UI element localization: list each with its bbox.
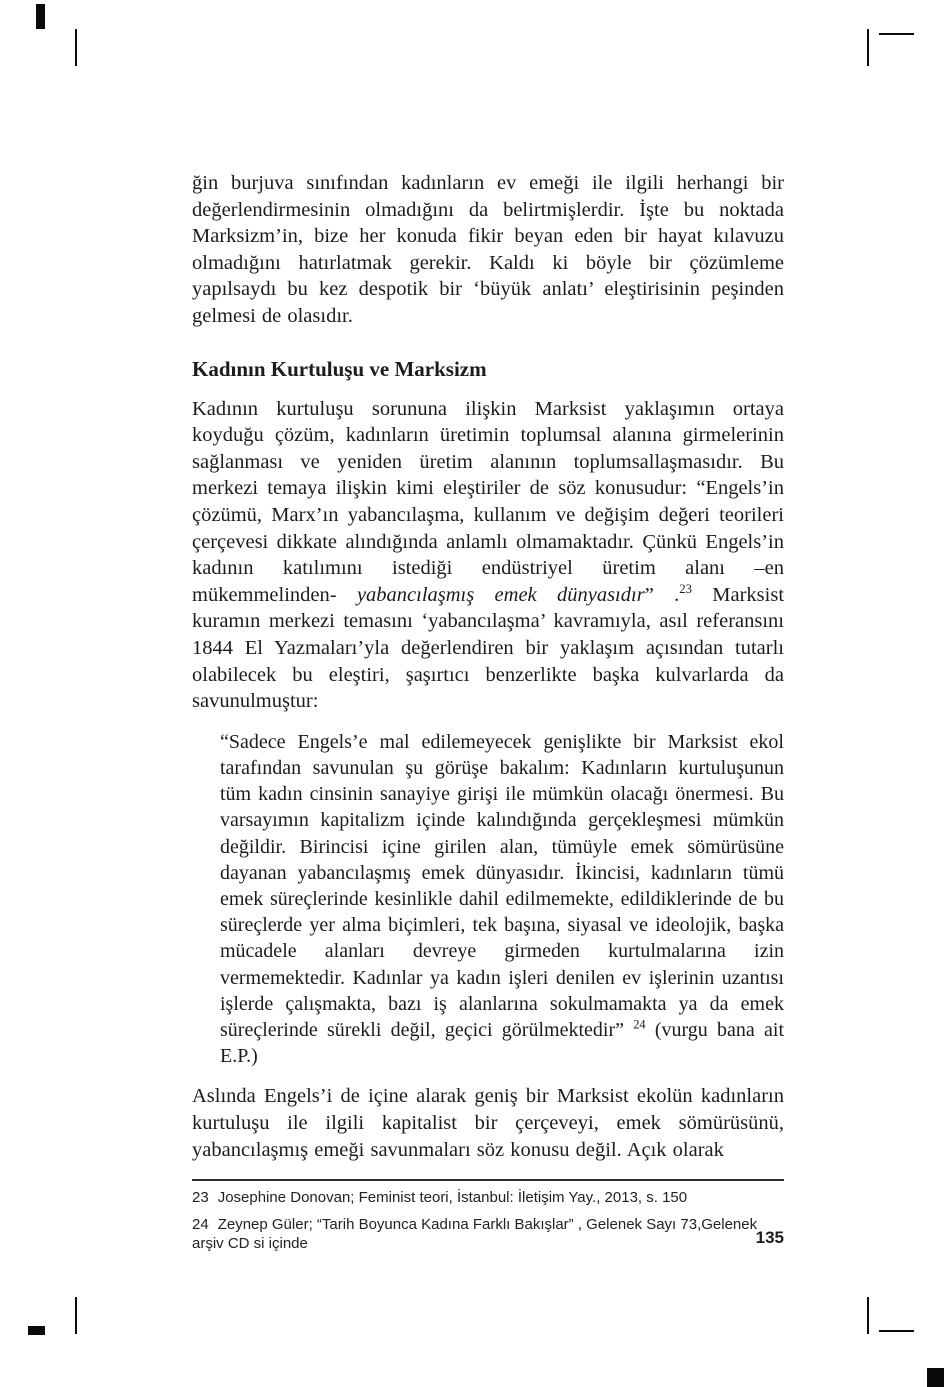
crop-mark-top-right xyxy=(867,29,869,66)
crop-mark-bottom-right-h xyxy=(879,1330,914,1332)
footnote-number: 24 xyxy=(192,1215,209,1233)
footnote-text: Zeynep Güler; “Tarih Boyunca Kadına Farklı Bakışlar” , Gelenek Sayı 73,Gelenek arşiv CD si içinde xyxy=(192,1215,758,1253)
block-quote xyxy=(220,729,784,1070)
footnote-separator xyxy=(192,1179,784,1181)
paragraph-text: Kadının kurtuluşu sorununa ilişkin Marksist yaklaşımın ortaya koyduğu çözüm, kadınların üretimin toplumsal alanına girmelerinin sağlanması ve yeniden üretim alanının toplumsallaşmasıdır. Bu merkezi temaya ilişkin kimi eleştiriler de söz konusudur: “Engels’in çözümü, Marx’ın yabancılaşma, kullanım ve değişim değeri teorileri çerçevesi dikkate alındığında anlamlı olmamaktadır. Çünkü Engels’in kadının katılımını istediği endüstriyel üretim alanı –en mükemmelinden- xyxy=(192,397,784,606)
crop-mark-bottom-right-bar xyxy=(927,1368,944,1387)
paragraph-text: Marksist kuramın merkezi temasını ‘yabancılaşma’ kavramıyla, asıl referansını 1844 El Yazmaları’yla değerlendiren bir yaklaşım açısından tutarlı olabilecek bu eleştiri, şaşırtıcı benzerlikte başka kulvarlarda da savunulmuştur: xyxy=(192,583,785,713)
paragraph: Aslında Engels’i de içine alarak geniş bir Marksist ekolün kadınların kurtuluşu ile ilgili kapitalist bir çerçeveyi, emek sömürüsünü, yabancılaşmış emeği savunmaları söz konusu değil. Açık olarak xyxy=(192,1085,784,1161)
paragraph-text: ” . xyxy=(644,583,680,606)
text-column xyxy=(192,170,784,1261)
paragraph-continued: ğin burjuva sınıfından kadınların ev emeği ile ilgili herhangi bir değerlendirmesinin olmadığını da belirtmişlerdir. İşte bu noktada Marksizm’in, bize her konuda fikir beyan eden bir hayat kılavuzu olmadığını hatırlatmak gerekir. Kaldı ki böyle bir çözümleme yapılsaydı bu kez despotik bir ‘büyük anlatı’ eleştirisinin peşinden gelmesi de olasıdır. xyxy=(192,172,784,327)
paragraph xyxy=(192,396,784,715)
page-number: 135 xyxy=(755,1228,784,1247)
quote-attribution: (vurgu bana ait E.P.) xyxy=(220,1018,784,1068)
crop-mark-bottom-left-bar xyxy=(28,1326,45,1335)
crop-mark-top-right-h xyxy=(879,33,914,35)
crop-mark-bottom-left xyxy=(75,1297,77,1334)
quote-text: “Sadece Engels’e mal edilemeyecek genişlikte bir Marksist ekol tarafından savunulan şu görüşe bakalım: Kadınların kurtuluşunun tüm kadın cinsinin sanayiye girişi ile mümkün olacağı önermesi. Bu varsayımın kapitalizm içinde kalındığında gerçekleşmesi mümkün değildir. Birincisi içine girilen alan, tümüyle emek sömürüsüne dayanan yabancılaşmış emek dünyasıdır. İkincisi, kadınların tümü emek süreçlerinde kesinlikle dahil edilmemekte, edildiklerinde de bu süreçlerde yer alma biçimleri, tek başına, siyasal ve ideolojik, başka mücadele alanları devreye girmeden kurtulmalarına izin vermemektedir. Kadınlar ya kadın işleri denilen ev işlerinin uzantısı işlerde çalışmakta, bazı iş alanlarına sokulmamakta ya da emek süreçlerinde sürekli değil, geçici görülmektedir” xyxy=(220,730,784,1041)
footnote xyxy=(192,1215,784,1254)
footnote-number: 23 xyxy=(192,1189,209,1207)
section-heading: Kadının Kurtuluşu ve Marksizm xyxy=(192,356,487,381)
footnotes-section xyxy=(192,1188,784,1254)
crop-mark-bottom-right xyxy=(867,1297,869,1334)
crop-mark-top-left xyxy=(75,29,77,66)
footnote xyxy=(192,1188,784,1208)
emphasized-text: yabancılaşmış emek dünyasıdır xyxy=(356,583,645,606)
footnote-reference-23: 23 xyxy=(679,581,692,596)
crop-mark-top-left-bar xyxy=(36,4,45,29)
footnote-text: Josephine Donovan; Feminist teori, İstanbul: İletişim Yay., 2013, s. 150 xyxy=(217,1189,688,1207)
footnote-reference-24: 24 xyxy=(633,1017,646,1032)
